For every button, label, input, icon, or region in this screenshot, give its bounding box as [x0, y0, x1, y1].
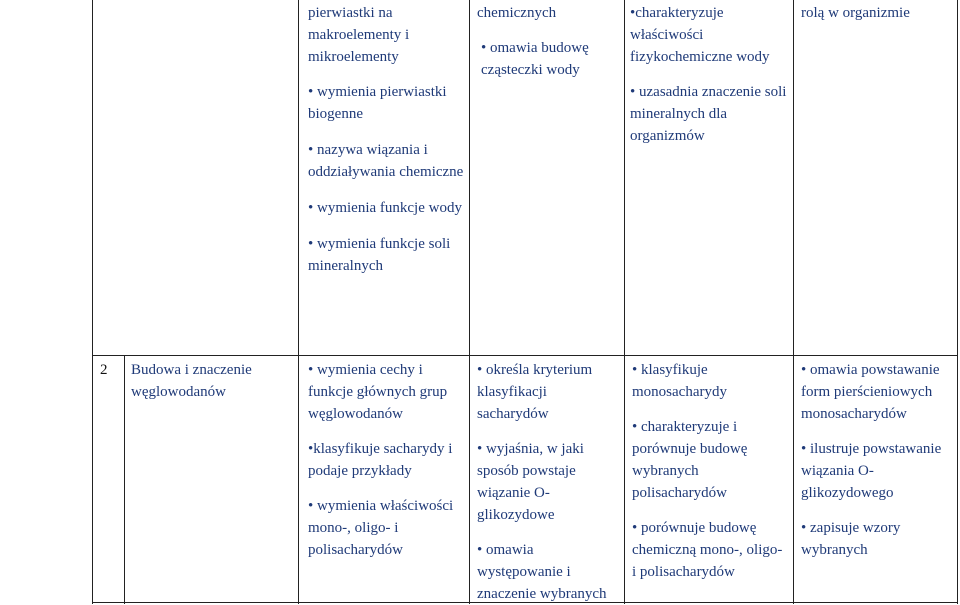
- row2-col5-bullet-3: • zapisuje wzory wybranych: [801, 520, 901, 558]
- row1-col2-bullet-1: • wymienia pierwiastki biogenne: [308, 84, 447, 122]
- row1-col5: [801, 2, 951, 24]
- table-row-divider: [92, 355, 958, 356]
- row1-col4-bullet-2: • uzasadnia znaczenie soli mineralnych dla organizmów: [630, 84, 787, 144]
- row2-col5-bullet-2: • ilustruje powstawanie wiązania O-glikozydowego: [801, 441, 942, 501]
- row2-col4: [632, 359, 790, 583]
- row2-col3: [477, 359, 619, 605]
- row2-col4-bullet-1: • klasyfikuje monosacharydy: [632, 362, 727, 400]
- row2-col4-bullet-2: • charakteryzuje i porównuje budowę wybranych polisacharydów: [632, 419, 748, 501]
- row2-col4-bullet-3: • porównuje budowę chemiczną mono-, oligo- i polisacharydów: [632, 520, 783, 580]
- row1-col4: [630, 2, 790, 147]
- row2-col2-bullet-2: •klasyfikuje sacharydy i podaje przykłady: [308, 441, 453, 479]
- row1-col2-bullet-4: • wymienia funkcje soli mineralnych: [308, 236, 451, 274]
- row2-number: 2: [100, 362, 108, 378]
- row1-col3-text-1: chemicznych: [477, 5, 557, 21]
- table-border-col4: [624, 0, 625, 604]
- row2-col5-bullet-1: • omawia powstawanie form pierścieniowych monosacharydów: [801, 362, 940, 422]
- row2-col2-bullet-1: • wymienia cechy i funkcje głównych grup węglowodanów: [308, 362, 448, 422]
- table-border-col5: [793, 0, 794, 604]
- row2-topic: Budowa i znaczenie węglowodanów: [131, 362, 252, 400]
- row2-col2: [308, 359, 464, 561]
- row1-col4-bullet-1: •charakteryzuje właściwości fizykochemiczne wody: [630, 5, 770, 65]
- row2-col3-bullet-3: • omawia występowanie i znaczenie wybranych: [477, 542, 607, 602]
- row1-col2: [308, 2, 464, 277]
- table-border-right: [957, 0, 958, 604]
- table-border-left: [92, 0, 93, 604]
- row2-col2-bullet-3: • wymienia właściwości mono-, oligo- i polisacharydów: [308, 498, 454, 558]
- row2-col3-bullet-2: • wyjaśnia, w jaki sposób powstaje wiązanie O-glikozydowe: [477, 441, 584, 523]
- row1-col2-bullet-3: • wymienia funkcje wody: [308, 200, 462, 216]
- row1-col2-text-1: pierwiastki na makroelementy i mikroelementy: [308, 5, 410, 65]
- row1-col5-text-1: rolą w organizmie: [801, 5, 910, 21]
- table-border-col3: [469, 0, 470, 604]
- row2-col5: [801, 359, 953, 561]
- row2-col3-bullet-1: • określa kryterium klasyfikacji sacharydów: [477, 362, 593, 422]
- row1-col3-bullet-1: • omawia budowę cząsteczki wody: [481, 40, 589, 78]
- table-border-col2: [298, 0, 299, 604]
- row1-col3: [477, 2, 619, 81]
- table-border-col1: [124, 356, 125, 604]
- row1-col2-bullet-2: • nazywa wiązania i oddziaływania chemiczne: [308, 142, 464, 180]
